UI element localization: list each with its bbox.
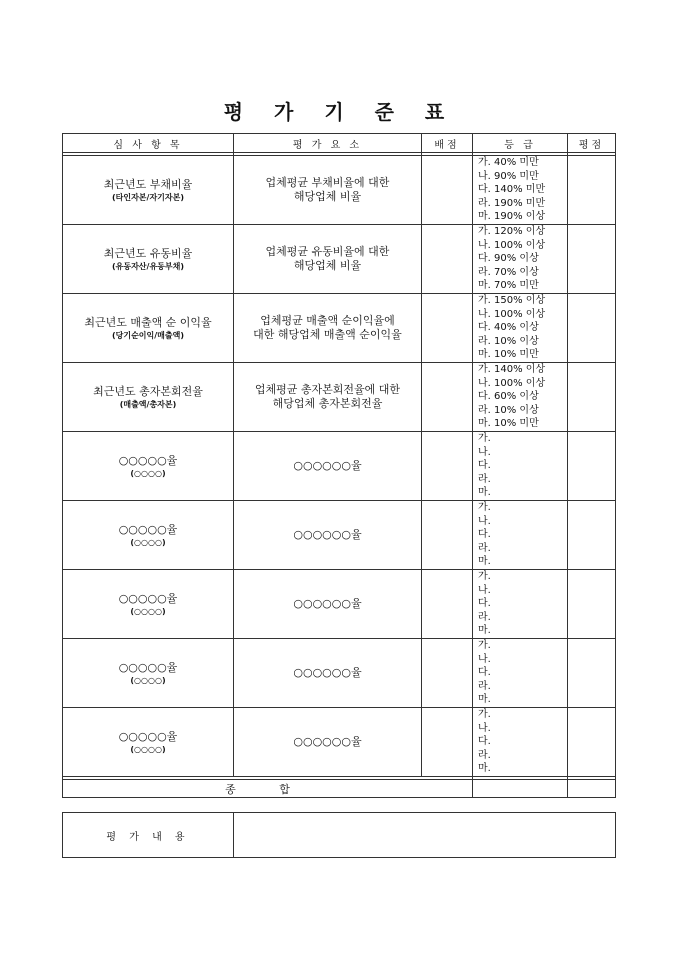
total-row — [63, 780, 616, 798]
criteria-row — [63, 639, 616, 708]
element-cell — [234, 432, 422, 501]
total-label: 종 합 — [225, 782, 310, 796]
points-cell[interactable] — [422, 156, 473, 225]
page-title: 평 가 기 준 표 — [223, 100, 457, 124]
grade-item: 가. — [478, 709, 491, 720]
criteria-row — [63, 363, 616, 432]
item-sub-label: (타인자본/자기자본) — [111, 192, 185, 202]
grade-item: 다. — [478, 460, 491, 472]
score-cell[interactable] — [568, 639, 616, 708]
item-main-label: ○○○○○율 — [118, 453, 178, 467]
grades-cell — [473, 501, 568, 570]
grade-item: 다. — [478, 736, 491, 748]
grade-item: 가. — [478, 433, 491, 444]
grade-item: 마. — [478, 694, 491, 706]
header-grade: 등 급 — [473, 134, 568, 153]
grade-item: 라. — [478, 611, 491, 623]
grades-cell — [473, 294, 568, 363]
grade-item: 마. — [478, 625, 491, 637]
grade-item: 가. — [478, 640, 491, 651]
item-cell — [63, 570, 234, 639]
item-main-label: ○○○○○율 — [118, 660, 178, 674]
item-sub-label: (○○○○) — [130, 744, 166, 754]
item-main-label: ○○○○○율 — [118, 522, 178, 536]
grade-item: 다. 40% 이상 — [478, 322, 539, 334]
grades-cell — [473, 708, 568, 777]
eval-content-field[interactable] — [234, 813, 616, 858]
item-cell — [63, 432, 234, 501]
grade-item: 라. 190% 미만 — [478, 197, 546, 209]
points-cell[interactable] — [422, 363, 473, 432]
element-line: 대한 해당업체 매출액 순이익율 — [253, 328, 402, 341]
element-line: ○○○○○○율 — [293, 666, 362, 679]
score-cell[interactable] — [568, 570, 616, 639]
grade-item: 마. — [478, 763, 491, 775]
criteria-row — [63, 501, 616, 570]
element-cell — [234, 225, 422, 294]
score-cell[interactable] — [568, 363, 616, 432]
item-sub-label: (○○○○) — [130, 675, 166, 685]
grades-cell — [473, 639, 568, 708]
grade-item: 마. 190% 이상 — [478, 211, 546, 223]
points-cell[interactable] — [422, 294, 473, 363]
item-cell — [63, 156, 234, 225]
item-main-label: ○○○○○율 — [118, 729, 178, 743]
item-main-label: 최근년도 부채비율 — [103, 177, 193, 191]
grade-item: 가. 150% 이상 — [478, 295, 546, 306]
grade-item: 나. 90% 미만 — [478, 170, 539, 182]
item-cell — [63, 708, 234, 777]
grades-cell — [473, 570, 568, 639]
element-cell — [234, 501, 422, 570]
element-cell — [234, 294, 422, 363]
element-line: 업체평균 부채비율에 대한 — [265, 176, 390, 189]
score-cell[interactable] — [568, 225, 616, 294]
criteria-row — [63, 225, 616, 294]
element-line: 업체평균 총자본회전율에 대한 — [254, 383, 401, 396]
total-label-cell — [63, 780, 473, 798]
item-cell — [63, 363, 234, 432]
criteria-row — [63, 708, 616, 777]
score-cell[interactable] — [568, 501, 616, 570]
item-main-label: ○○○○○율 — [118, 591, 178, 605]
grade-item: 라. — [478, 749, 491, 761]
item-sub-label: (○○○○) — [130, 606, 166, 616]
item-cell — [63, 294, 234, 363]
criteria-rows — [63, 156, 616, 777]
grade-item: 나. 100% 이상 — [478, 308, 546, 320]
eval-content-label: 평 가 내 용 — [63, 813, 234, 858]
grade-item: 다. 60% 이상 — [478, 391, 539, 403]
points-cell[interactable] — [422, 225, 473, 294]
element-line: ○○○○○○율 — [293, 459, 362, 472]
header-score: 평점 — [568, 134, 616, 153]
grade-item: 나. — [478, 515, 491, 527]
element-cell — [234, 708, 422, 777]
grade-item: 다. — [478, 598, 491, 610]
grade-item: 나. — [478, 653, 491, 665]
criteria-row — [63, 432, 616, 501]
grade-item: 라. 10% 이상 — [478, 404, 539, 416]
element-line: 업체평균 매출액 순이익율에 — [260, 314, 395, 327]
grade-item: 마. — [478, 487, 491, 499]
grade-item: 다. — [478, 667, 491, 679]
grade-item: 라. — [478, 542, 491, 554]
element-line: 해당업체 비율 — [293, 259, 362, 272]
item-main-label: 최근년도 유동비율 — [103, 246, 193, 260]
grade-item: 라. 10% 이상 — [478, 335, 539, 347]
grades-cell — [473, 363, 568, 432]
grade-item: 가. — [478, 571, 491, 582]
item-sub-label: (당기순이익/매출액) — [111, 330, 185, 340]
grade-item: 마. — [478, 556, 491, 568]
criteria-row — [63, 156, 616, 225]
evaluation-criteria-table — [62, 133, 616, 798]
criteria-row — [63, 570, 616, 639]
grade-item: 가. 40% 미만 — [478, 157, 539, 168]
element-cell — [234, 363, 422, 432]
total-grade-cell[interactable] — [473, 780, 568, 798]
grade-item: 마. 10% 미만 — [478, 418, 539, 430]
header-row — [63, 134, 616, 153]
grade-item: 라. 70% 이상 — [478, 266, 539, 278]
element-line: 해당업체 총자본회전율 — [272, 397, 383, 410]
points-cell[interactable] — [422, 708, 473, 777]
grade-item: 마. 70% 미만 — [478, 280, 539, 292]
points-cell[interactable] — [422, 639, 473, 708]
criteria-row — [63, 294, 616, 363]
header-points: 배점 — [422, 134, 473, 153]
grade-item: 나. 100% 이상 — [478, 377, 546, 389]
item-sub-label: (유동자산/유동부채) — [111, 261, 185, 271]
item-main-label: 최근년도 총자본회전율 — [93, 384, 203, 398]
score-cell[interactable] — [568, 708, 616, 777]
element-cell — [234, 570, 422, 639]
element-line: ○○○○○○율 — [293, 597, 362, 610]
points-cell[interactable] — [422, 432, 473, 501]
element-line: ○○○○○○율 — [293, 735, 362, 748]
element-line: 업체평균 유동비율에 대한 — [265, 245, 390, 258]
score-cell[interactable] — [568, 156, 616, 225]
grade-item: 가. — [478, 502, 491, 513]
total-score-cell[interactable] — [568, 780, 616, 798]
header-item: 심 사 항 목 — [63, 134, 234, 153]
item-sub-label: (○○○○) — [130, 468, 166, 478]
grade-item: 나. 100% 이상 — [478, 239, 546, 251]
item-cell — [63, 501, 234, 570]
grade-item: 라. — [478, 680, 491, 692]
grade-item: 나. — [478, 584, 491, 596]
grades-cell — [473, 432, 568, 501]
element-cell — [234, 156, 422, 225]
grade-item: 가. 120% 이상 — [478, 226, 546, 237]
item-cell — [63, 225, 234, 294]
item-main-label: 최근년도 매출액 순 이익율 — [84, 315, 212, 329]
grade-item: 마. 10% 미만 — [478, 349, 539, 361]
grade-item: 라. — [478, 473, 491, 485]
grade-item: 가. 140% 이상 — [478, 364, 546, 375]
grade-item: 나. — [478, 722, 491, 734]
grade-item: 다. 140% 미만 — [478, 184, 546, 196]
element-cell — [234, 639, 422, 708]
element-line: ○○○○○○율 — [293, 528, 362, 541]
item-sub-label: (매출액/총자본) — [119, 399, 177, 409]
grades-cell — [473, 156, 568, 225]
item-sub-label: (○○○○) — [130, 537, 166, 547]
header-element: 평 가 요 소 — [234, 134, 422, 153]
grade-item: 나. — [478, 446, 491, 458]
grade-item: 다. — [478, 529, 491, 541]
item-cell — [63, 639, 234, 708]
grades-cell — [473, 225, 568, 294]
element-line: 해당업체 비율 — [293, 190, 362, 203]
points-cell[interactable] — [422, 570, 473, 639]
score-cell[interactable] — [568, 432, 616, 501]
score-cell[interactable] — [568, 294, 616, 363]
grade-item: 다. 90% 이상 — [478, 253, 539, 265]
evaluation-content-table — [62, 812, 616, 858]
points-cell[interactable] — [422, 501, 473, 570]
